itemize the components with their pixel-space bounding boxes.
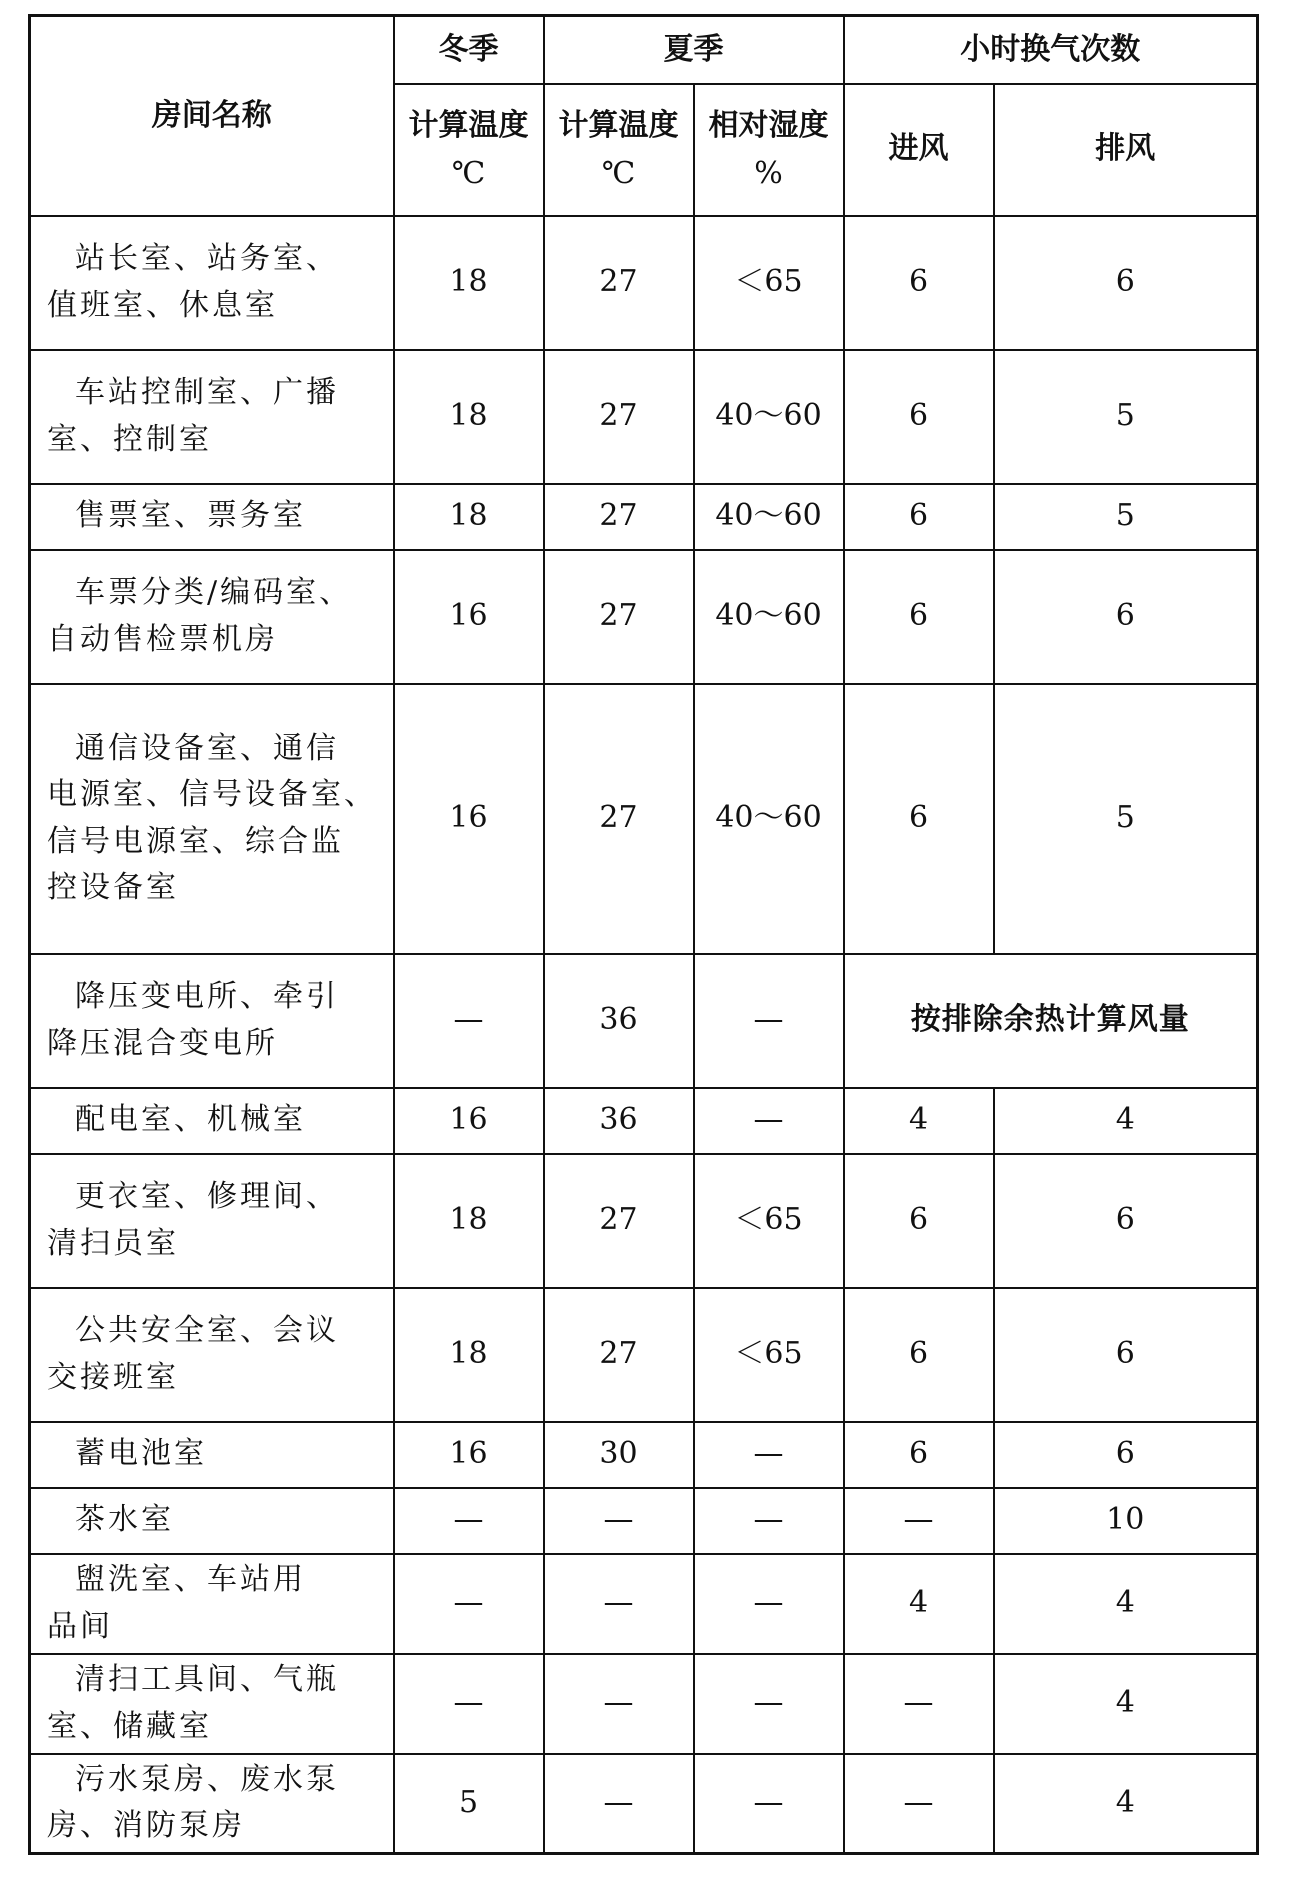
room-name-cell xyxy=(30,1088,394,1154)
exhaust-cell: 6 xyxy=(994,1154,1258,1288)
table-row xyxy=(30,1154,1258,1288)
winter-calc-temp-cell: 18 xyxy=(394,350,544,484)
room-name-line: 房、消防泵房 xyxy=(47,1808,245,1844)
summer-humidity-cell: 40～60 xyxy=(694,484,844,550)
header-humidity-label: 相对湿度 xyxy=(708,107,829,143)
summer-humidity-cell: ＜65 xyxy=(694,1154,844,1288)
intake-cell: 6 xyxy=(844,1288,994,1422)
winter-calc-temp-cell: 18 xyxy=(394,484,544,550)
summer-humidity-cell: — xyxy=(694,1654,844,1754)
room-name-cell xyxy=(30,484,394,550)
room-name-cell xyxy=(30,1488,394,1554)
room-name-line: 清扫工具间、气瓶 xyxy=(75,1662,339,1697)
table-row xyxy=(30,684,1258,954)
summer-calc-temp-cell: — xyxy=(544,1488,694,1554)
summer-humidity-cell: 40～60 xyxy=(694,684,844,954)
summer-humidity-cell: — xyxy=(694,1488,844,1554)
room-name-line: 蓄电池室 xyxy=(75,1436,207,1472)
exhaust-cell: 5 xyxy=(994,484,1258,550)
document-page xyxy=(28,14,1259,1855)
room-name-line: 盥洗室、车站用 xyxy=(75,1562,306,1597)
exhaust-cell: 4 xyxy=(994,1554,1258,1654)
summer-calc-temp-cell: 30 xyxy=(544,1422,694,1488)
header-intake: 进风 xyxy=(844,84,994,216)
room-name-cell xyxy=(30,1554,394,1654)
summer-humidity-cell: — xyxy=(694,1554,844,1654)
summer-humidity-cell: — xyxy=(694,1422,844,1488)
room-name-line: 降压混合变电所 xyxy=(47,1025,278,1061)
room-name-line: 交接班室 xyxy=(47,1359,179,1395)
room-name-cell xyxy=(30,350,394,484)
table-body xyxy=(30,216,1258,1854)
table-row xyxy=(30,1288,1258,1422)
room-name-cell xyxy=(30,1288,394,1422)
header-exhaust: 排风 xyxy=(994,84,1258,216)
table-row xyxy=(30,550,1258,684)
intake-cell: 6 xyxy=(844,684,994,954)
winter-calc-temp-cell: 16 xyxy=(394,1088,544,1154)
intake-cell: — xyxy=(844,1488,994,1554)
exhaust-cell: 5 xyxy=(994,350,1258,484)
intake-cell: 6 xyxy=(844,550,994,684)
room-name-cell xyxy=(30,1754,394,1854)
intake-cell: — xyxy=(844,1654,994,1754)
summer-humidity-cell: ＜65 xyxy=(694,216,844,350)
exhaust-cell: 10 xyxy=(994,1488,1258,1554)
winter-calc-temp-cell: — xyxy=(394,1654,544,1754)
intake-cell: 6 xyxy=(844,350,994,484)
room-name-line: 配电室、机械室 xyxy=(75,1102,306,1138)
exhaust-cell: 4 xyxy=(994,1754,1258,1854)
room-name-cell xyxy=(30,1422,394,1488)
header-winter-calc-temp xyxy=(394,84,544,216)
summer-calc-temp-cell: — xyxy=(544,1754,694,1854)
room-name-line: 茶水室 xyxy=(75,1502,174,1538)
room-name-line: 品间 xyxy=(47,1608,113,1644)
header-row-1 xyxy=(30,16,1258,84)
table-row xyxy=(30,484,1258,550)
header-winter: 冬季 xyxy=(394,16,544,84)
room-name-line: 信号电源室、综合监 xyxy=(47,823,344,859)
room-name-line: 更衣室、修理间、 xyxy=(75,1179,339,1214)
intake-cell: 4 xyxy=(844,1088,994,1154)
header-calc-temp-label: 计算温度 xyxy=(558,107,679,143)
exhaust-cell: 6 xyxy=(994,1288,1258,1422)
intake-cell: 6 xyxy=(844,216,994,350)
header-summer-calc-temp xyxy=(544,84,694,216)
room-name-line: 电源室、信号设备室、 xyxy=(47,777,377,812)
header-air-change: 小时换气次数 xyxy=(844,16,1258,84)
room-name-line: 室、储藏室 xyxy=(47,1708,212,1744)
summer-calc-temp-cell: 27 xyxy=(544,350,694,484)
room-name-cell xyxy=(30,684,394,954)
ventilation-parameter-table xyxy=(28,14,1259,1855)
winter-calc-temp-cell: — xyxy=(394,954,544,1088)
summer-calc-temp-cell: 27 xyxy=(544,1288,694,1422)
winter-calc-temp-cell: — xyxy=(394,1488,544,1554)
summer-calc-temp-cell: 36 xyxy=(544,954,694,1088)
room-name-line: 售票室、票务室 xyxy=(75,498,306,534)
winter-calc-temp-cell: 18 xyxy=(394,1288,544,1422)
room-name-cell xyxy=(30,216,394,350)
summer-calc-temp-cell: — xyxy=(544,1654,694,1754)
table-row xyxy=(30,350,1258,484)
header-celsius-unit: ℃ xyxy=(601,155,636,191)
winter-calc-temp-cell: 16 xyxy=(394,1422,544,1488)
summer-calc-temp-cell: — xyxy=(544,1554,694,1654)
summer-humidity-cell: ＜65 xyxy=(694,1288,844,1422)
winter-calc-temp-cell: 18 xyxy=(394,216,544,350)
room-name-line: 公共安全室、会议 xyxy=(75,1313,339,1348)
intake-cell: 4 xyxy=(844,1554,994,1654)
intake-cell: 6 xyxy=(844,484,994,550)
winter-calc-temp-cell: — xyxy=(394,1554,544,1654)
room-name-line: 控设备室 xyxy=(47,870,179,905)
summer-calc-temp-cell: 27 xyxy=(544,216,694,350)
summer-calc-temp-cell: 27 xyxy=(544,1154,694,1288)
room-name-line: 污水泵房、废水泵 xyxy=(75,1761,339,1797)
exhaust-cell: 6 xyxy=(994,1422,1258,1488)
exhaust-cell: 4 xyxy=(994,1654,1258,1754)
room-name-line: 站长室、站务室、 xyxy=(75,241,339,276)
summer-humidity-cell: — xyxy=(694,1088,844,1154)
summer-humidity-cell: 40～60 xyxy=(694,550,844,684)
intake-cell: 6 xyxy=(844,1154,994,1288)
room-name-line: 清扫员室 xyxy=(47,1225,179,1261)
room-name-cell xyxy=(30,1654,394,1754)
room-name-line: 降压变电所、牵引 xyxy=(75,979,339,1014)
header-calc-temp-label: 计算温度 xyxy=(408,107,529,143)
table-row xyxy=(30,1488,1258,1554)
room-name-cell xyxy=(30,954,394,1088)
winter-calc-temp-cell: 5 xyxy=(394,1754,544,1854)
header-room-name: 房间名称 xyxy=(30,16,394,216)
air-change-merged-cell: 按排除余热计算风量 xyxy=(844,954,1258,1088)
table-row xyxy=(30,954,1258,1088)
summer-humidity-cell: 40～60 xyxy=(694,350,844,484)
table-row xyxy=(30,1422,1258,1488)
header-percent-unit: % xyxy=(754,155,783,191)
intake-cell: — xyxy=(844,1754,994,1854)
room-name-line: 值班室、休息室 xyxy=(47,287,278,323)
room-name-line: 自动售检票机房 xyxy=(47,621,278,657)
summer-calc-temp-cell: 27 xyxy=(544,550,694,684)
summer-calc-temp-cell: 27 xyxy=(544,684,694,954)
header-summer: 夏季 xyxy=(544,16,844,84)
table-row xyxy=(30,1554,1258,1654)
table-row xyxy=(30,1088,1258,1154)
winter-calc-temp-cell: 16 xyxy=(394,684,544,954)
exhaust-cell: 5 xyxy=(994,684,1258,954)
room-name-line: 通信设备室、通信 xyxy=(75,730,339,766)
summer-calc-temp-cell: 27 xyxy=(544,484,694,550)
exhaust-cell: 6 xyxy=(994,216,1258,350)
header-summer-humidity xyxy=(694,84,844,216)
room-name-cell xyxy=(30,550,394,684)
table-row xyxy=(30,1754,1258,1854)
summer-calc-temp-cell: 36 xyxy=(544,1088,694,1154)
intake-cell: 6 xyxy=(844,1422,994,1488)
winter-calc-temp-cell: 18 xyxy=(394,1154,544,1288)
table-row xyxy=(30,1654,1258,1754)
winter-calc-temp-cell: 16 xyxy=(394,550,544,684)
summer-humidity-cell: — xyxy=(694,954,844,1088)
exhaust-cell: 6 xyxy=(994,550,1258,684)
room-name-line: 车站控制室、广播 xyxy=(75,375,339,410)
exhaust-cell: 4 xyxy=(994,1088,1258,1154)
room-name-line: 室、控制室 xyxy=(47,421,212,457)
header-celsius-unit: ℃ xyxy=(451,155,486,191)
table-row xyxy=(30,216,1258,350)
room-name-cell xyxy=(30,1154,394,1288)
room-name-line: 车票分类/编码室、 xyxy=(75,575,353,610)
summer-humidity-cell: — xyxy=(694,1754,844,1854)
